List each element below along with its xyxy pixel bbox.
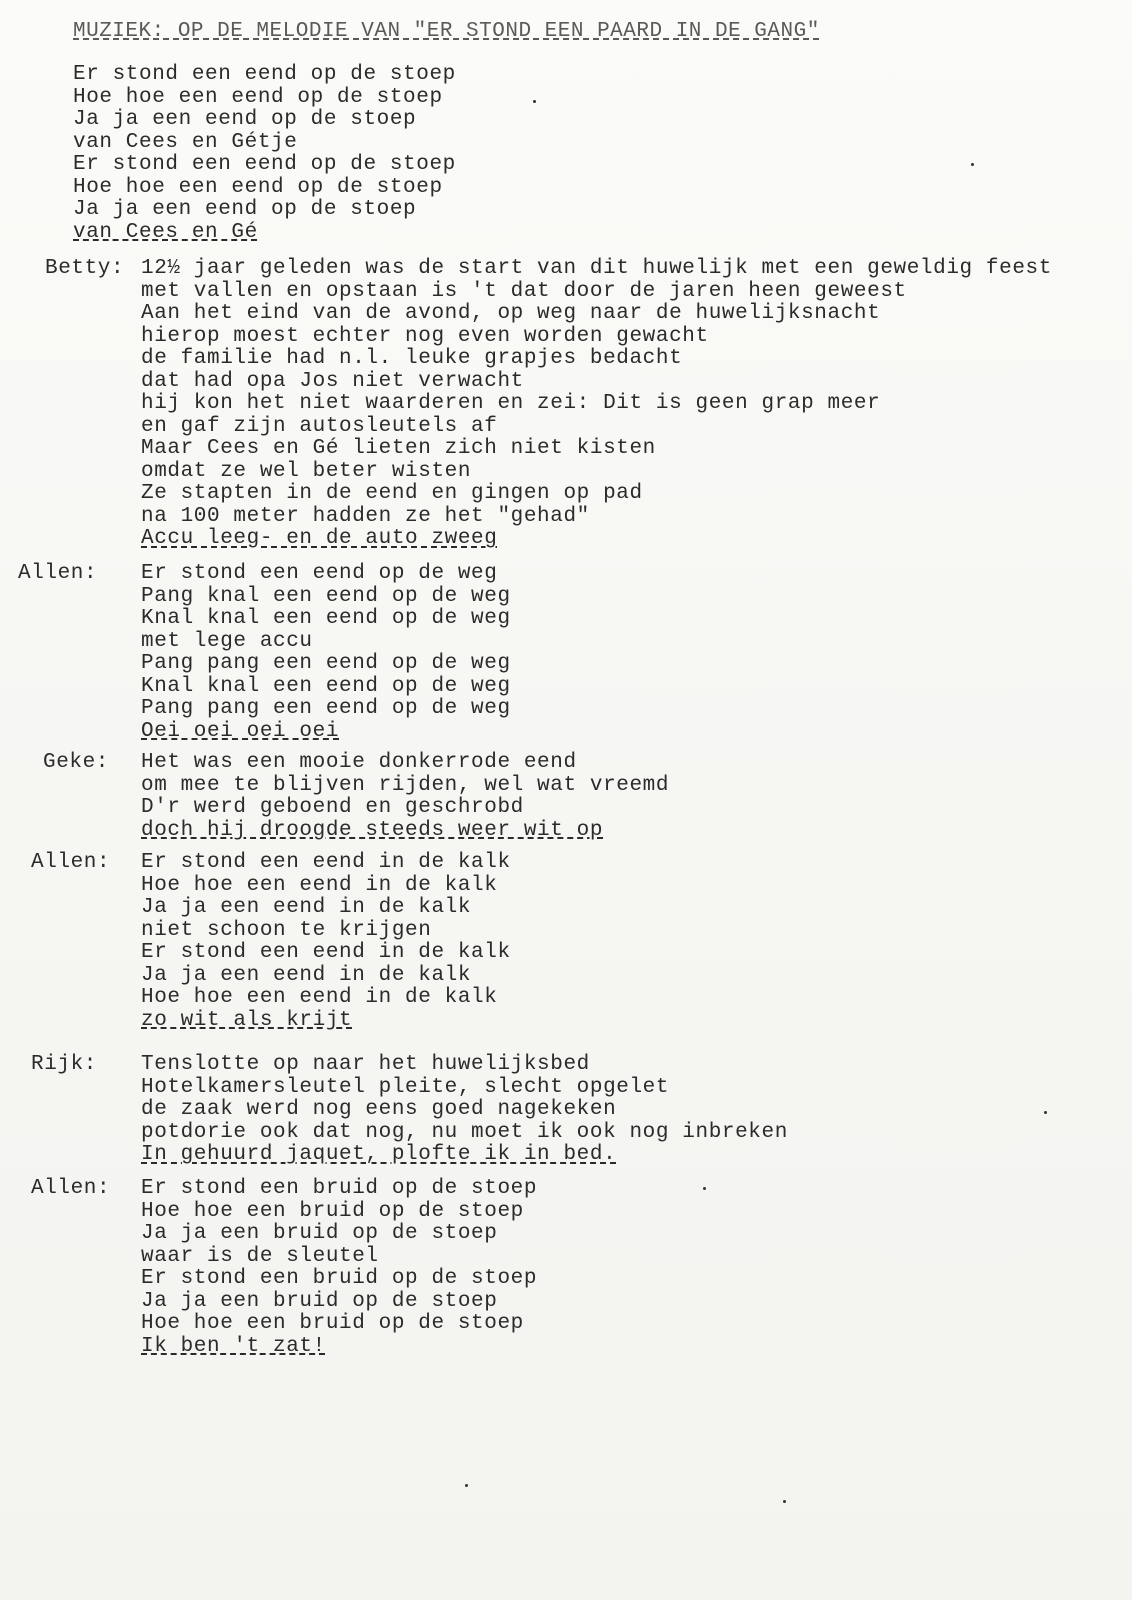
lyric-line: Hotelkamersleutel pleite, slecht opgelet [141, 1075, 670, 1099]
lyric-line: Het was een mooie donkerrode eend [141, 751, 577, 774]
lyric-line: Tenslotte op naar het huwelijksbed [141, 1053, 590, 1076]
lyric-line: doch hij droogde steeds weer wit op [141, 818, 604, 842]
lyric-line: Knal knal een eend op de weg [141, 674, 511, 698]
ink-speck [1044, 1111, 1047, 1114]
lyric-line: met vallen en opstaan is 't dat door de jaren heen geweest [141, 279, 907, 303]
lyric-line: Ja ja een bruid op de stoep [141, 1222, 498, 1245]
lyric-line: na 100 meter hadden ze het "gehad" [141, 504, 590, 528]
lyric-line: Ja ja een eend in de kalk [141, 896, 472, 919]
lyric-line: Maar Cees en Gé lieten zich niet kisten [141, 437, 656, 460]
lyric-line: Hoe hoe een bruid op de stoep [141, 1312, 524, 1335]
lyric-line: Aan het eind van de avond, op weg naar de huwelijksnacht [141, 302, 881, 325]
lyric-line: Hoe hoe een eend op de stoep [73, 175, 443, 199]
lyric-line: om mee te blijven rijden, wel wat vreemd [141, 773, 670, 797]
lyric-line: Er stond een eend op de weg [141, 562, 498, 585]
lyric-line: dat had opa Jos niet verwacht [141, 369, 524, 393]
ink-speck [533, 100, 536, 103]
lyric-line: Er stond een bruid op de stoep [141, 1177, 538, 1200]
speaker-label: Allen: [18, 562, 98, 585]
speaker-label: Allen: [31, 851, 111, 874]
ink-speck [465, 1484, 468, 1487]
lyric-line: Hoe hoe een bruid op de stoep [141, 1199, 524, 1223]
lyric-line: omdat ze wel beter wisten [141, 459, 472, 483]
ink-speck [783, 1500, 786, 1503]
speaker-label: Geke: [43, 751, 110, 774]
lyric-line: D'r werd geboend en geschrobd [141, 796, 524, 819]
lyric-line: niet schoon te krijgen [141, 918, 432, 942]
lyric-line: Ja ja een eend op de stoep [73, 198, 417, 221]
lyric-line: waar is de sleutel [141, 1244, 379, 1268]
page-title: MUZIEK: OP DE MELODIE VAN "ER STOND EEN PAARD IN DE GANG" [73, 20, 820, 43]
lyric-line: Pang knal een eend op de weg [141, 584, 511, 608]
lyric-line: hij kon het niet waarderen en zei: Dit is geen grap meer [141, 392, 881, 415]
lyric-line: Er stond een eend in de kalk [141, 851, 511, 874]
speaker-label: Betty: [45, 257, 125, 280]
lyric-line: en gaf zijn autosleutels af [141, 414, 498, 438]
lyric-line: Er stond een eend in de kalk [141, 941, 511, 964]
lyric-line: Ze stapten in de eend en gingen op pad [141, 482, 643, 505]
lyric-line: van Cees en Gé [73, 220, 258, 244]
lyric-line: Er stond een eend op de stoep [73, 63, 456, 86]
lyric-line: Oei oei oei oei [141, 719, 340, 743]
ink-speck [971, 163, 974, 166]
lyric-line: Ik ben 't zat! [141, 1334, 326, 1358]
lyric-line: 12½ jaar geleden was de start van dit huwelijk met een geweldig feest [141, 257, 1052, 280]
lyric-line: In gehuurd jaquet, plofte ik in bed. [141, 1143, 617, 1166]
lyric-line: Er stond een eend op de stoep [73, 153, 456, 176]
lyric-line: Hoe hoe een eend in de kalk [141, 873, 498, 897]
lyric-line: Accu leeg- en de auto zweeg [141, 527, 498, 550]
speaker-label: Rijk: [31, 1053, 98, 1076]
lyric-line: Hoe hoe een eend op de stoep [73, 85, 443, 109]
lyric-line: de familie had n.l. leuke grapjes bedacht [141, 347, 683, 370]
lyric-line: met lege accu [141, 629, 313, 653]
lyric-line: Ja ja een eend in de kalk [141, 963, 472, 987]
lyric-line: van Cees en Gétje [73, 130, 298, 154]
lyric-line: hierop moest echter nog even worden gewacht [141, 324, 709, 348]
lyric-line: Hoe hoe een eend in de kalk [141, 986, 498, 1009]
lyric-line: Ja ja een eend op de stoep [73, 108, 417, 131]
lyric-line: Pang pang een eend op de weg [141, 652, 511, 675]
lyric-line: potdorie ook dat nog, nu moet ik ook nog inbreken [141, 1120, 788, 1144]
ink-speck [703, 1187, 706, 1190]
lyric-line: Pang pang een eend op de weg [141, 697, 511, 720]
speaker-label: Allen: [31, 1177, 111, 1200]
lyric-line: de zaak werd nog eens goed nagekeken [141, 1098, 617, 1121]
lyric-line: Er stond een bruid op de stoep [141, 1267, 538, 1290]
lyric-line: zo wit als krijt [141, 1008, 353, 1032]
lyric-line: Ja ja een bruid op de stoep [141, 1289, 498, 1313]
lyric-line: Knal knal een eend op de weg [141, 607, 511, 630]
